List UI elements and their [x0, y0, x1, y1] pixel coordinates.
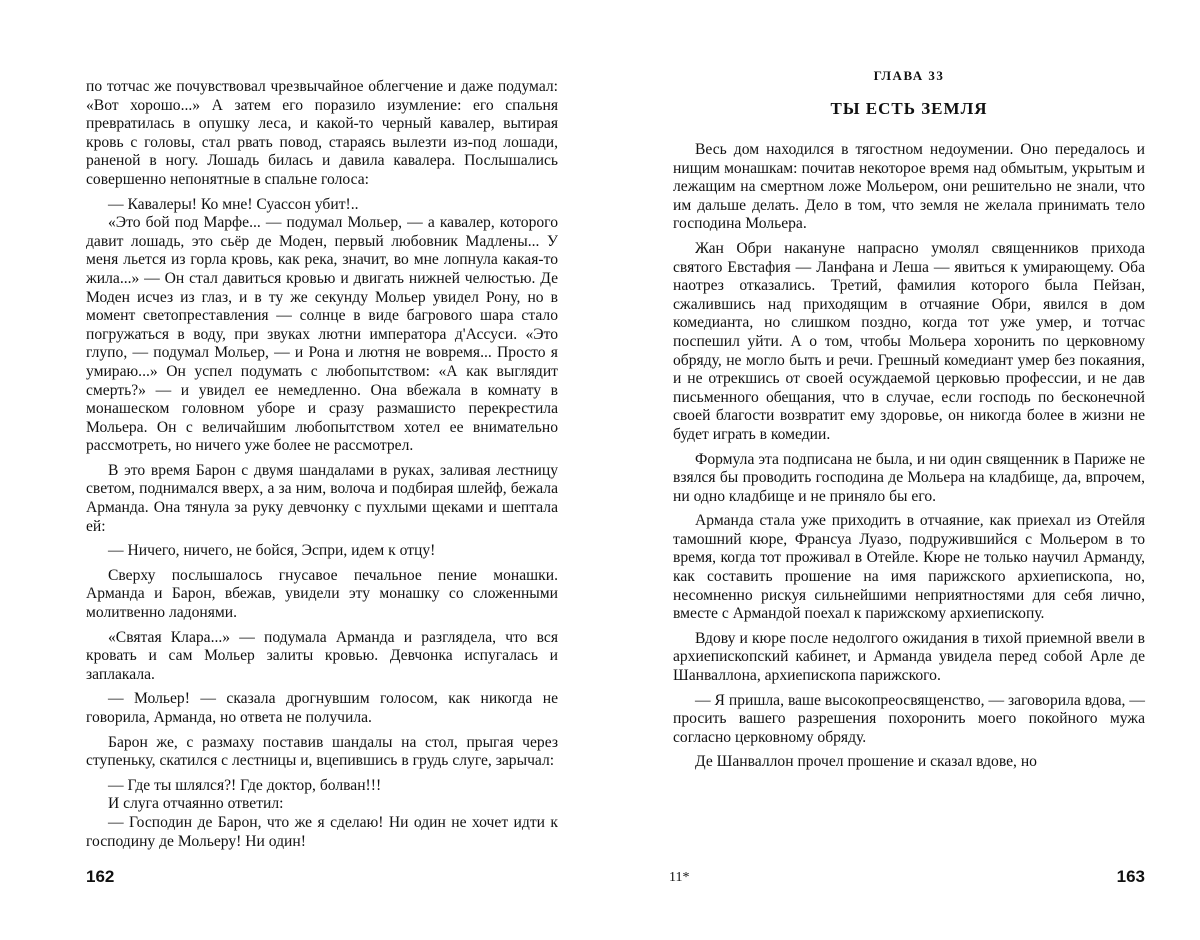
paragraph: Арманда стала уже приходить в отчаяние, как приехал из Отейля тамошний кюре, Франсуа Луазо, подружившийся с Мольером в то время, когда тот проживал в Отейле. Кюре не только научил Арманду, как составить прошение на имя парижского архиепископа, но, несомненно рискуя сильнейшими неприятностями для себя лично, вместе с Армандой поехал к парижскому архиепископу. — [673, 512, 1145, 624]
paragraph: В это время Барон с двумя шандалами в руках, заливая лестницу светом, поднимался вверх, а за ним, волоча и подбирая шлейф, бежала Арманда. Она тянула за руку девчонку с пухлыми щеками и шептала ей: — [86, 462, 558, 536]
chapter-label: ГЛАВА 33 — [673, 68, 1145, 84]
paragraph: Вдову и кюре после недолгого ожидания в тихой приемной ввели в архиепископский кабинет, и Арманда увидела перед собой Арле де Шанваллона, архиепископа парижского. — [673, 630, 1145, 686]
right-page — [673, 0, 1145, 940]
book-spread — [0, 0, 1200, 940]
paragraph: по тотчас же почувствовал чрезвычайное облегчение и даже подумал: «Вот хорошо...» А затем его поразило изумление: его спальня превратилась в опушку леса, и какой-то черный кавалер, вытирая кровь с головы, стал рвать повод, стараясь вылезти из-под лошади, раненой в ногу. Лошадь билась и давила кавалера. Послышались совершенно непонятные в спальне голоса: — [86, 78, 558, 190]
paragraph: — Кавалеры! Ко мне! Суассон убит!.. — [86, 196, 558, 215]
paragraph: Де Шанваллон прочел прошение и сказал вдове, но — [673, 753, 1145, 772]
chapter-title: ТЫ ЕСТЬ ЗЕМЛЯ — [673, 99, 1145, 119]
paragraph: — Мольер! — сказала дрогнувшим голосом, как никогда не говорила, Арманда, но ответа не получила. — [86, 690, 558, 727]
paragraph: И слуга отчаянно ответил: — [86, 795, 558, 814]
right-page-text — [673, 141, 1145, 772]
left-page — [86, 0, 558, 940]
paragraph: «Святая Клара...» — подумала Арманда и разглядела, что вся кровать и сам Мольер залиты кровью. Девчонка испугалась и заплакала. — [86, 629, 558, 685]
left-page-text — [86, 78, 558, 851]
paragraph: Жан Обри накануне напрасно умолял священников прихода святого Евстафия — Ланфана и Леша — явиться к умирающему. Оба наотрез отказались. Третий, фамилия которого была Пейзан, сжалившись над приходящим в отчаяние Обри, явился в дом комедианта, но слишком поздно, когда тот уже умер, и тотчас поспешил уйти. А о том, чтобы Мольера хоронить по церковному обряду, не могло быть и речи. Грешный комедиант умер без покаяния, и не отрекшись от своей осуждаемой церковью профессии, и не дав письменного обещания, что в случае, если господь по бесконечной своей благости возвратит ему здоровье, он никогда более в жизни не будет играть в комедии. — [673, 240, 1145, 445]
paragraph: — Ничего, ничего, не бойся, Эспри, идем к отцу! — [86, 542, 558, 561]
paragraph: Барон же, с размаху поставив шандалы на стол, прыгая через ступеньку, скатился с лестницы и, вцепившись в грудь слуге, зарычал: — [86, 734, 558, 771]
paragraph: Сверху послышалось гнусавое печальное пение монашки. Арманда и Барон, вбежав, увидели эту монашку со сложенными молитвенно ладонями. — [86, 567, 558, 623]
paragraph: Формула эта подписана не была, и ни один священник в Париже не взялся бы проводить господина де Мольера на кладбище, да, впрочем, ни одно кладбище и не приняло бы его. — [673, 451, 1145, 507]
printer-signature: 11* — [669, 870, 689, 886]
paragraph: — Я пришла, ваше высокопреосвященство, — заговорила вдова, — просить вашего разрешения похоронить моего покойного мужа согласно церковному обряду. — [673, 692, 1145, 748]
paragraph: «Это бой под Марфе... — подумал Мольер, — а кавалер, которого давит лошадь, это сьёр де Моден, первый любовник Мадлены... У меня льется из горла кровь, как река, значит, во мне лопнула какая-то жила...» — Он стал давиться кровью и двигать нижней челюстью. Де Моден исчез из глаз, и в ту же секунду Мольер увидел Рону, но в момент светопреставления — солнце в виде багрового шара стало погружаться в воду, при звуках лютни императора д'Ассуси. «Это глупо, — подумал Мольер, — и Рона и лютня не вовремя... Просто я умираю...» Он успел подумать с любопытством: «А как выглядит смерть?» — и увидел ее немедленно. Она вбежала в комнату в монашеском головном уборе и сразу размашисто перекрестила Мольера. Он с величайшим любопытством хотел ее внимательно рассмотреть, но ничего уже более не рассмотрел. — [86, 214, 558, 456]
paragraph: — Где ты шлялся?! Где доктор, болван!!! — [86, 777, 558, 796]
page-number-right: 163 — [1117, 867, 1145, 887]
page-number-left: 162 — [86, 867, 114, 887]
paragraph: Весь дом находился в тягостном недоумении. Оно передалось и нищим монашкам: почитав некоторое время над обмытым, укрытым и лежащим на смертном ложе Мольером, они решительно не знали, что им дальше делать. Дело в том, что земля не желала принимать тело господина Мольера. — [673, 141, 1145, 234]
paragraph: — Господин де Барон, что же я сделаю! Ни один не хочет идти к господину де Мольеру! Ни один! — [86, 814, 558, 851]
